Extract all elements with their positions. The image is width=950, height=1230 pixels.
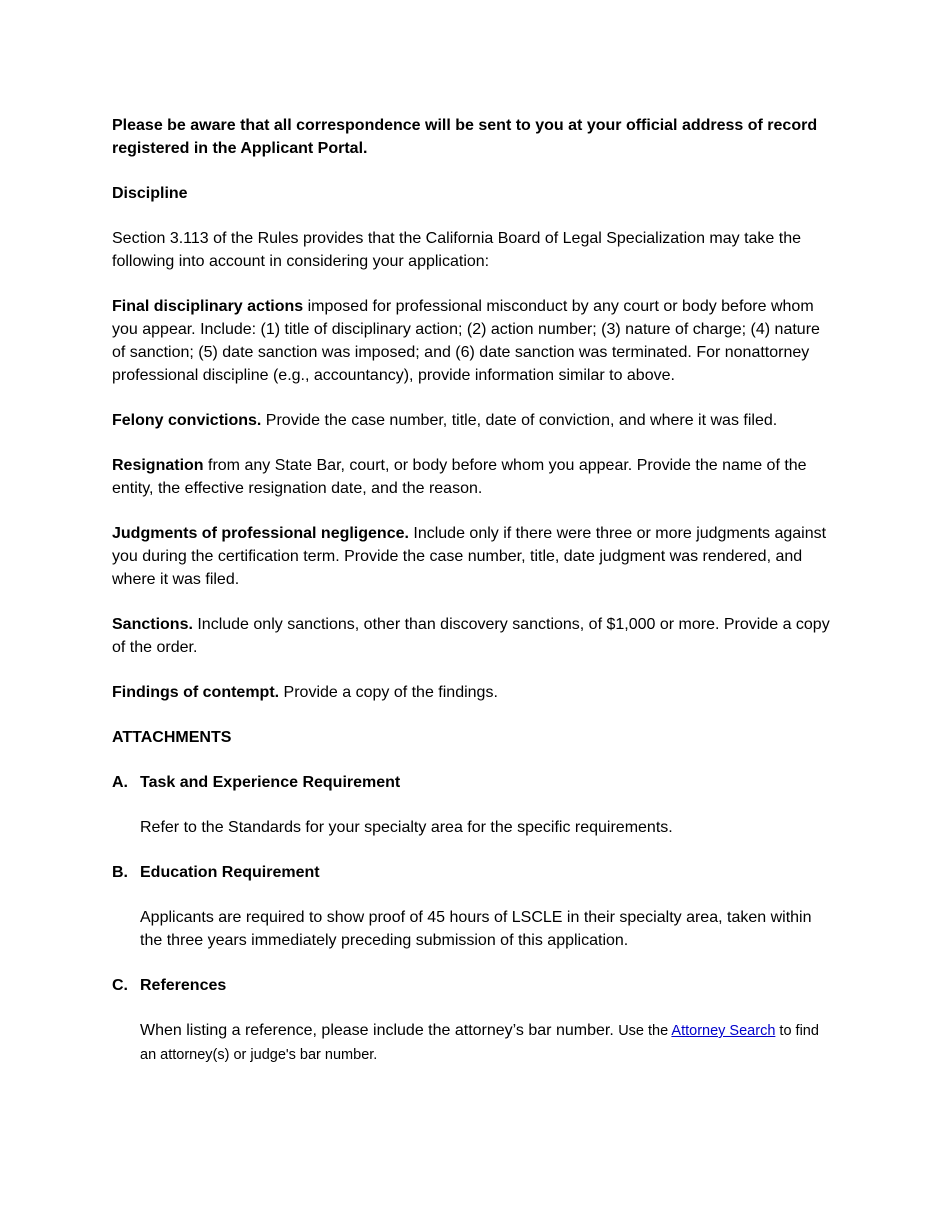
discipline-item-term: Judgments of professional negligence. <box>112 525 409 542</box>
attachment-letter: C. <box>112 977 128 994</box>
attachment-b-heading <box>112 861 832 884</box>
attachment-title: References <box>140 977 227 994</box>
attachment-title: Education Requirement <box>140 864 320 881</box>
discipline-item-text: Provide a copy of the findings. <box>279 684 498 701</box>
attachment-letter: A. <box>112 774 128 791</box>
discipline-item-final-disciplinary-actions <box>112 295 832 387</box>
discipline-item-sanctions <box>112 613 832 659</box>
discipline-item-felony-convictions <box>112 409 832 432</box>
attachment-a-body: Refer to the Standards for your specialty area for the specific requirements. <box>140 819 673 836</box>
discipline-item-term: Felony convictions. <box>112 412 262 429</box>
references-main-text: When listing a reference, please include the attorney’s bar number. <box>140 1022 619 1039</box>
discipline-item-term: Final disciplinary actions <box>112 298 304 315</box>
discipline-item-text: from any State Bar, court, or body before whom you appear. Provide the name of the entity, the effective resignation date, and the reason. <box>112 457 807 497</box>
references-small-text-before: Use the <box>618 1023 672 1039</box>
discipline-item-resignation <box>112 454 832 500</box>
discipline-item-term: Resignation <box>112 457 204 474</box>
discipline-item-text: Provide the case number, title, date of conviction, and where it was filed. <box>261 412 778 429</box>
discipline-item-term: Sanctions. <box>112 616 193 633</box>
discipline-intro: Section 3.113 of the Rules provides that the California Board of Legal Specialization may take the following into account in considering your application: <box>112 230 802 270</box>
address-notice: Please be aware that all correspondence will be sent to you at your official address of record registered in the Applicant Portal. <box>112 117 818 157</box>
attorney-search-link[interactable]: Attorney Search <box>671 1023 776 1039</box>
discipline-item-text: Include only sanctions, other than discovery sanctions, of $1,000 or more. Provide a copy of the order. <box>112 616 830 656</box>
attachment-c-heading <box>112 974 832 997</box>
discipline-item-text: Include only if there were three or more judgments against you during the certification term. Provide the case number, title, date judgment was rendered, and where it was filed. <box>112 525 827 588</box>
discipline-heading: Discipline <box>112 185 188 202</box>
attachment-letter: B. <box>112 864 128 881</box>
attachment-title: Task and Experience Requirement <box>140 774 401 791</box>
discipline-item-findings-contempt <box>112 681 832 704</box>
attachment-a-heading <box>112 771 832 794</box>
attachment-c-body <box>112 1019 832 1067</box>
discipline-item-text: imposed for professional misconduct by any court or body before whom you appear. Include: (1) title of disciplinary action; (2) action number; (3) nature of charge; (4) nature of sanction; (5) date sanction was imposed; and (6) date sanction was terminated. For nonattorney professional discipline (e.g., accountancy), provide information similar to above. <box>112 298 820 384</box>
discipline-item-judgments-negligence <box>112 522 832 591</box>
attachment-b-body: Applicants are required to show proof of 45 hours of LSCLE in their specialty area, taken within the three years immediately preceding submission of this application. <box>140 909 812 949</box>
references-small-text-after: to find an attorney(s) or judge's bar number. <box>140 1023 819 1063</box>
attachments-heading: ATTACHMENTS <box>112 729 232 746</box>
discipline-item-term: Findings of contempt. <box>112 684 280 701</box>
